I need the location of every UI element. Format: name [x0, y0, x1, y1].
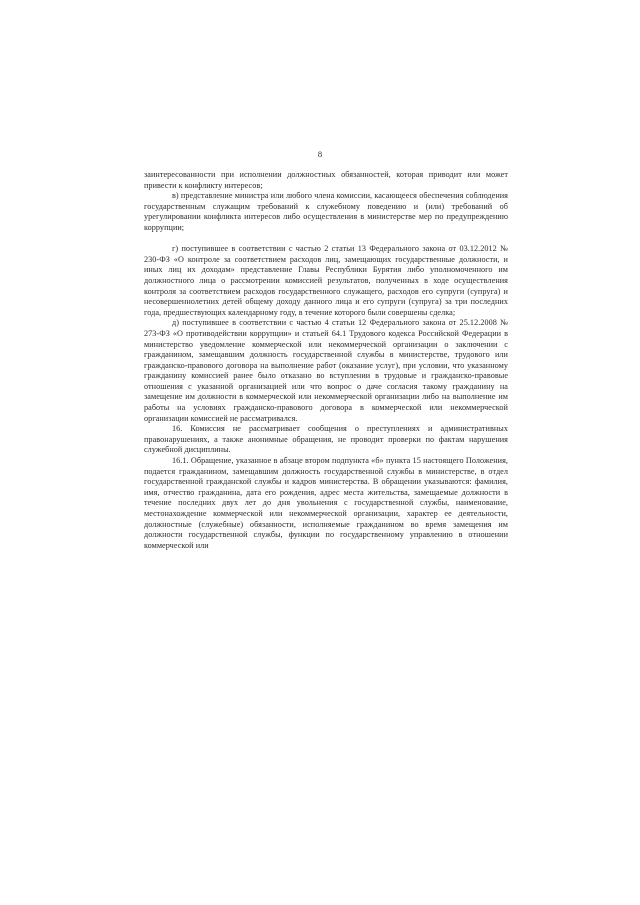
paragraph-item-d: д) поступившее в соответствии с частью 4 статьи 12 Федерального закона от 25.12.2008 № 273-ФЗ «О противодействии коррупции» и статьей 64.1 Трудового кодекса Российской Федерации в министерство уведомление коммерческой или некоммерческой организации о заключении с гражданином, замещавшим должность государственной службы в министерстве, трудового или гражданско-правового договора на выполнение работ (оказание услуг), при условии, что указанному гражданину комиссией ранее было отказано во вступлении в трудовые и гражданско-правовые отношения с указанной организацией или что вопрос о даче согласия такому гражданину на замещение им должности в коммерческой или некоммерческой организации либо на выполнение им работы на условиях гражданско-правового договора в коммерческой или некоммерческой организации комиссией не рассматривался.	[144, 318, 508, 423]
paragraph-item-16: 16. Комиссия не рассматривает сообщения о преступлениях и административных правонарушениях, а также анонимные обращения, не проводит проверки по фактам нарушения служебной дисциплины.	[144, 424, 508, 455]
paragraph-spacer	[144, 234, 508, 245]
paragraph-item-g: г) поступившее в соответствии с частью 2 статьи 13 Федерального закона от 03.12.2012 № 230-ФЗ «О контроле за соответствием расходов лиц, замещающих государственные должности, и иных лиц их доходам» представление Главы Республики Бурятия либо уполномоченного им должностного лица о рассмотрении комиссией результатов, полученных в ходе осуществления контроля за соответствием расходов государственного служащего, расходов его супруги (супруга) и несовершеннолетних детей общему доходу данного лица и его супруги (супруга) за три последних года, предшествующих календарному году, в течение которого были совершены сделка;	[144, 244, 508, 317]
paragraph-continuation: заинтересованности при исполнении должностных обязанностей, которая приводит или может привести к конфликту интересов;	[144, 170, 508, 190]
page-number: 8	[317, 149, 323, 159]
paragraph-item-16-1: 16.1. Обращение, указанное в абзаце втором подпункта «б» пункта 15 настоящего Положения, подается гражданином, замещавшим должность государственной службы в министерстве, в отдел государственной гражданской службы и кадров министерства. В обращении указываются: фамилия, имя, отчество гражданина, дата его рождения, адрес места жительства, замещаемые должности в течение последних двух лет до дня увольнения с государственной службы, наименование, местонахождение коммерческой или некоммерческой организации, характер ее деятельности, должностные (служебные) обязанности, исполняемые гражданином во время замещения им должности государственной службы, функции по государственному управлению в отношении коммерческой или	[144, 456, 508, 550]
paragraph-item-v: в) представление министра или любого члена комиссии, касающееся обеспечения соблюдения государственным служащим требований к служебному поведению и (или) требований об урегулировании конфликта интересов либо осуществления в министерстве мер по предупреждению коррупции;	[144, 191, 508, 232]
document-body	[144, 170, 508, 551]
